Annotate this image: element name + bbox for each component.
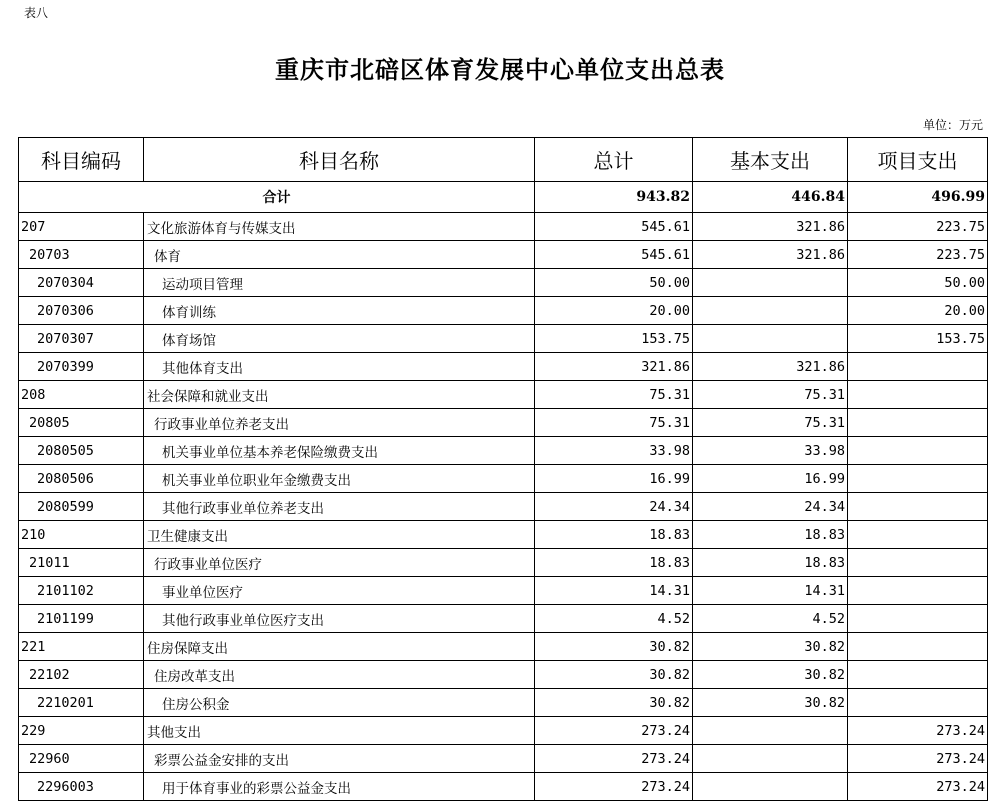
row-total: 30.82	[535, 633, 693, 661]
total-row	[19, 182, 988, 213]
row-project: 223.75	[848, 241, 988, 269]
table-row	[19, 437, 988, 465]
row-code: 208	[19, 381, 144, 409]
row-basic: 24.34	[693, 493, 848, 521]
table-row	[19, 325, 988, 353]
row-project	[848, 605, 988, 633]
table-row	[19, 689, 988, 717]
table-row	[19, 745, 988, 773]
row-name: 运动项目管理	[144, 269, 535, 297]
row-total: 30.82	[535, 661, 693, 689]
row-total: 273.24	[535, 745, 693, 773]
table-label: 表八	[24, 6, 49, 20]
row-code: 22102	[19, 661, 144, 689]
table-row	[19, 493, 988, 521]
row-code: 2101102	[19, 577, 144, 605]
row-name: 体育训练	[144, 297, 535, 325]
row-project	[848, 633, 988, 661]
row-code: 2070306	[19, 297, 144, 325]
table-body	[19, 182, 988, 801]
row-name: 机关事业单位基本养老保险缴费支出	[144, 437, 535, 465]
row-code: 2101199	[19, 605, 144, 633]
row-code: 2070307	[19, 325, 144, 353]
row-name: 社会保障和就业支出	[144, 381, 535, 409]
row-name: 行政事业单位养老支出	[144, 409, 535, 437]
unit-label: 单位：万元	[922, 118, 983, 132]
row-basic: 75.31	[693, 409, 848, 437]
row-total: 24.34	[535, 493, 693, 521]
row-code: 221	[19, 633, 144, 661]
row-project	[848, 353, 988, 381]
row-name: 住房公积金	[144, 689, 535, 717]
row-name: 卫生健康支出	[144, 521, 535, 549]
row-basic: 321.86	[693, 213, 848, 241]
row-basic: 33.98	[693, 437, 848, 465]
header-project: 项目支出	[848, 138, 988, 182]
row-project	[848, 409, 988, 437]
table-row	[19, 633, 988, 661]
header-total: 总计	[535, 138, 693, 182]
table-row	[19, 661, 988, 689]
row-code: 20703	[19, 241, 144, 269]
row-project	[848, 549, 988, 577]
row-total: 33.98	[535, 437, 693, 465]
row-project: 20.00	[848, 297, 988, 325]
row-basic: 18.83	[693, 521, 848, 549]
row-code: 2080506	[19, 465, 144, 493]
row-total: 321.86	[535, 353, 693, 381]
row-basic: 321.86	[693, 241, 848, 269]
row-basic: 18.83	[693, 549, 848, 577]
row-name: 体育	[144, 241, 535, 269]
row-project	[848, 465, 988, 493]
row-project: 273.24	[848, 745, 988, 773]
row-total: 4.52	[535, 605, 693, 633]
table-row	[19, 269, 988, 297]
row-project	[848, 661, 988, 689]
row-project	[848, 437, 988, 465]
table-row	[19, 605, 988, 633]
row-basic	[693, 297, 848, 325]
table-row	[19, 241, 988, 269]
row-basic: 30.82	[693, 633, 848, 661]
row-name: 事业单位医疗	[144, 577, 535, 605]
row-basic: 321.86	[693, 353, 848, 381]
table-row	[19, 353, 988, 381]
table-row	[19, 381, 988, 409]
row-name: 其他体育支出	[144, 353, 535, 381]
row-project: 273.24	[848, 773, 988, 801]
table-header-row	[19, 138, 988, 182]
row-name: 其他支出	[144, 717, 535, 745]
row-total: 153.75	[535, 325, 693, 353]
row-name: 行政事业单位医疗	[144, 549, 535, 577]
row-total: 50.00	[535, 269, 693, 297]
row-total: 18.83	[535, 549, 693, 577]
row-total: 75.31	[535, 409, 693, 437]
row-code: 2080599	[19, 493, 144, 521]
row-basic	[693, 269, 848, 297]
row-code: 207	[19, 213, 144, 241]
row-name: 其他行政事业单位医疗支出	[144, 605, 535, 633]
row-basic	[693, 717, 848, 745]
row-name: 住房改革支出	[144, 661, 535, 689]
table-row	[19, 717, 988, 745]
table-row	[19, 213, 988, 241]
row-code: 2070304	[19, 269, 144, 297]
row-project	[848, 521, 988, 549]
row-project: 153.75	[848, 325, 988, 353]
row-name: 其他行政事业单位养老支出	[144, 493, 535, 521]
page-title: 重庆市北碚区体育发展中心单位支出总表	[275, 56, 725, 84]
row-code: 2296003	[19, 773, 144, 801]
table-row	[19, 773, 988, 801]
total-total: 943.82	[535, 182, 693, 213]
row-total: 75.31	[535, 381, 693, 409]
row-code: 229	[19, 717, 144, 745]
row-code: 20805	[19, 409, 144, 437]
row-total: 545.61	[535, 241, 693, 269]
row-basic: 14.31	[693, 577, 848, 605]
row-project	[848, 577, 988, 605]
table-row	[19, 549, 988, 577]
row-name: 体育场馆	[144, 325, 535, 353]
row-total: 20.00	[535, 297, 693, 325]
row-basic	[693, 773, 848, 801]
table-row	[19, 465, 988, 493]
row-project	[848, 689, 988, 717]
table-row	[19, 577, 988, 605]
total-label: 合计	[19, 182, 535, 213]
row-basic: 4.52	[693, 605, 848, 633]
row-project: 50.00	[848, 269, 988, 297]
row-total: 545.61	[535, 213, 693, 241]
header-basic: 基本支出	[693, 138, 848, 182]
row-name: 机关事业单位职业年金缴费支出	[144, 465, 535, 493]
table-row	[19, 521, 988, 549]
row-basic	[693, 325, 848, 353]
total-project: 496.99	[848, 182, 988, 213]
row-basic: 30.82	[693, 661, 848, 689]
row-name: 彩票公益金安排的支出	[144, 745, 535, 773]
row-project	[848, 381, 988, 409]
row-name: 文化旅游体育与传媒支出	[144, 213, 535, 241]
row-basic: 75.31	[693, 381, 848, 409]
row-code: 2210201	[19, 689, 144, 717]
expenditure-table	[18, 137, 988, 801]
header-name: 科目名称	[144, 138, 535, 182]
row-code: 2080505	[19, 437, 144, 465]
row-project: 223.75	[848, 213, 988, 241]
row-code: 22960	[19, 745, 144, 773]
row-total: 16.99	[535, 465, 693, 493]
row-name: 住房保障支出	[144, 633, 535, 661]
row-total: 273.24	[535, 773, 693, 801]
row-total: 14.31	[535, 577, 693, 605]
table-row	[19, 297, 988, 325]
row-name: 用于体育事业的彩票公益金支出	[144, 773, 535, 801]
table-row	[19, 409, 988, 437]
row-basic: 16.99	[693, 465, 848, 493]
row-project: 273.24	[848, 717, 988, 745]
row-code: 210	[19, 521, 144, 549]
total-basic: 446.84	[693, 182, 848, 213]
row-code: 21011	[19, 549, 144, 577]
row-basic: 30.82	[693, 689, 848, 717]
row-code: 2070399	[19, 353, 144, 381]
row-total: 30.82	[535, 689, 693, 717]
header-code: 科目编码	[19, 138, 144, 182]
row-total: 273.24	[535, 717, 693, 745]
row-total: 18.83	[535, 521, 693, 549]
row-project	[848, 493, 988, 521]
row-basic	[693, 745, 848, 773]
